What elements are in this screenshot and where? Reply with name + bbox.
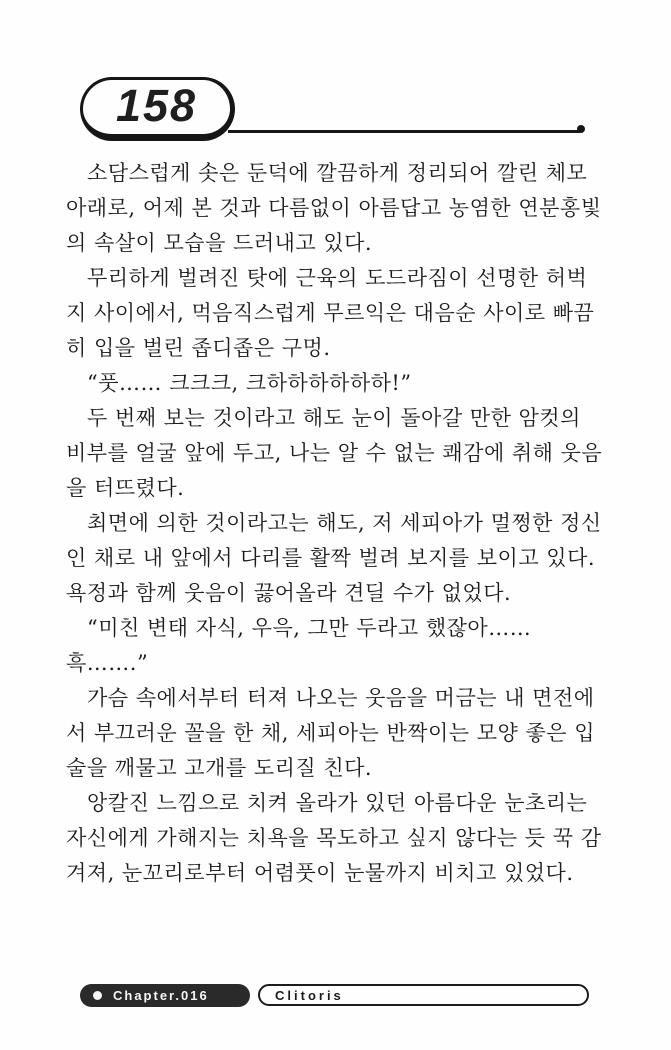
section-title: Clitoris	[275, 987, 344, 1003]
section-title-badge	[258, 984, 589, 1006]
paragraph: 최면에 의한 것이라고는 해도, 저 세피아가 멀쩡한 정신인 채로 내 앞에서 다리를 활짝 벌려 보지를 보이고 있다. 욕정과 함께 웃음이 끓어올라 견딜 수가 없었다.	[66, 511, 602, 605]
paragraph: 두 번째 보는 것이라고 해도 눈이 돌아갈 만한 암컷의 비부를 얼굴 앞에 두고, 나는 알 수 없는 쾌감에 취해 웃음을 터뜨렸다.	[66, 406, 603, 500]
paragraph: 무리하게 벌려진 탓에 근육의 도드라짐이 선명한 허벅지 사이에서, 먹음직스럽게 무르익은 대음순 사이로 빠끔히 입을 벌린 좁디좁은 구멍.	[66, 266, 595, 360]
paragraph-dialogue: “미친 변태 자식, 우윽, 그만 두라고 했잖아…… 흑…….”	[66, 616, 532, 675]
paragraph-dialogue: “풋…… 크크크, 크하하하하하하!”	[87, 371, 412, 395]
paragraph: 가슴 속에서부터 터져 나오는 웃음을 머금는 내 면전에서 부끄러운 꼴을 한 채, 세피아는 반짝이는 모양 좋은 입술을 깨물고 고개를 도리질 친다.	[66, 686, 596, 780]
bullet-dot-icon	[93, 991, 102, 1000]
page-number-badge	[80, 77, 235, 141]
chapter-badge	[80, 984, 250, 1007]
header-rule	[228, 130, 580, 133]
chapter-label: Chapter.016	[113, 988, 209, 1003]
paragraph: 소담스럽게 솟은 둔덕에 깔끔하게 정리되어 깔린 체모 아래로, 어제 본 것과 다름없이 아름답고 농염한 연분홍빛의 속살이 모습을 드러내고 있다.	[66, 161, 602, 255]
page-body	[66, 156, 606, 891]
page-number: 158	[115, 80, 198, 131]
paragraph: 앙칼진 느낌으로 치켜 올라가 있던 아름다운 눈초리는 자신에게 가해지는 치욕을 목도하고 싶지 않다는 듯 꾹 감겨져, 눈꼬리로부터 어렴풋이 눈물까지 비치고 있었다.	[66, 791, 602, 885]
header-ring-ornament-icon	[577, 125, 585, 133]
